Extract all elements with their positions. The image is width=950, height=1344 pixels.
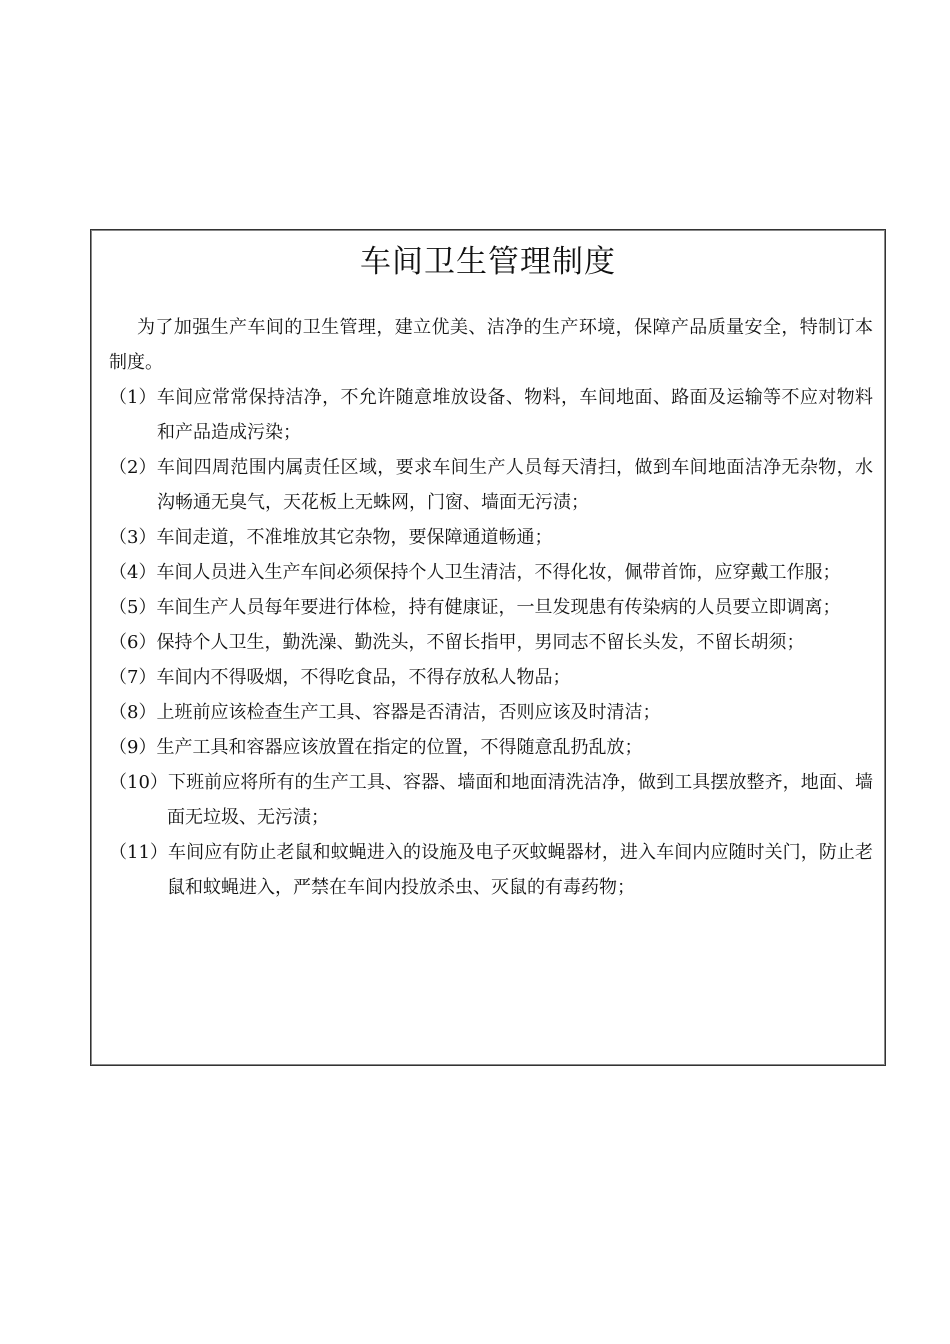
rule-text: 车间生产人员每年要进行体检，持有健康证，一旦发现患有传染病的人员要立即调离； bbox=[156, 597, 841, 618]
rule-item-8 bbox=[109, 695, 873, 730]
rule-item-9 bbox=[109, 730, 873, 765]
rule-item-6 bbox=[109, 625, 873, 660]
rule-number: （4） bbox=[109, 562, 157, 583]
rule-item-4 bbox=[109, 555, 873, 590]
rule-text: 下班前应将所有的生产工具、容器、墙面和地面清洗洁净，做到工具摆放整齐，地面、墙面无垃圾、无污渍； bbox=[167, 772, 873, 828]
rule-number: （1） bbox=[109, 387, 157, 408]
rule-number: （8） bbox=[109, 702, 157, 723]
rule-text: 上班前应该检查生产工具、容器是否清洁，否则应该及时清洁； bbox=[156, 702, 661, 723]
rule-number: （9） bbox=[109, 737, 157, 758]
rule-item-2 bbox=[109, 450, 873, 520]
rule-number: （7） bbox=[109, 667, 157, 688]
rule-text: 生产工具和容器应该放置在指定的位置，不得随意乱扔乱放； bbox=[156, 737, 643, 758]
rule-item-1 bbox=[109, 380, 873, 450]
rule-number: （11） bbox=[109, 842, 168, 863]
rule-number: （2） bbox=[109, 457, 157, 478]
rule-number: （10） bbox=[109, 772, 168, 793]
rule-text: 车间人员进入生产车间必须保持个人卫生清洁，不得化妆，佩带首饰，应穿戴工作服； bbox=[156, 562, 841, 583]
rule-text: 车间内不得吸烟，不得吃食品，不得存放私人物品； bbox=[156, 667, 571, 688]
rule-text: 车间四周范围内属责任区域，要求车间生产人员每天清扫，做到车间地面洁净无杂物，水沟畅通无臭气，天花板上无蛛网，门窗、墙面无污渍； bbox=[156, 457, 873, 513]
rule-item-10 bbox=[109, 765, 873, 835]
rule-item-5 bbox=[109, 590, 873, 625]
rule-text: 车间应有防止老鼠和蚊蝇进入的设施及电子灭蚊蝇器材，进入车间内应随时关门，防止老鼠和蚊蝇进入，严禁在车间内投放杀虫、灭鼠的有毒药物； bbox=[167, 842, 873, 898]
rule-item-3 bbox=[109, 520, 873, 555]
intro-paragraph: 为了加强生产车间的卫生管理，建立优美、洁净的生产环境，保障产品质量安全，特制订本制度。 bbox=[109, 317, 873, 373]
rule-item-11 bbox=[109, 835, 873, 905]
rules-list bbox=[109, 380, 873, 905]
rule-number: （3） bbox=[109, 527, 157, 548]
rule-text: 车间走道，不准堆放其它杂物，要保障通道畅通； bbox=[156, 527, 553, 548]
rule-text: 保持个人卫生，勤洗澡、勤洗头，不留长指甲，男同志不留长头发，不留长胡须； bbox=[156, 632, 805, 653]
rule-number: （6） bbox=[109, 632, 157, 653]
rule-item-7 bbox=[109, 660, 873, 695]
rule-text: 车间应常常保持洁净，不允许随意堆放设备、物料，车间地面、路面及运输等不应对物料和产品造成污染； bbox=[156, 387, 873, 443]
document-title: 车间卫生管理制度 bbox=[360, 244, 616, 280]
rule-number: （5） bbox=[109, 597, 157, 618]
document-body bbox=[109, 310, 873, 905]
document-frame bbox=[90, 229, 886, 1066]
